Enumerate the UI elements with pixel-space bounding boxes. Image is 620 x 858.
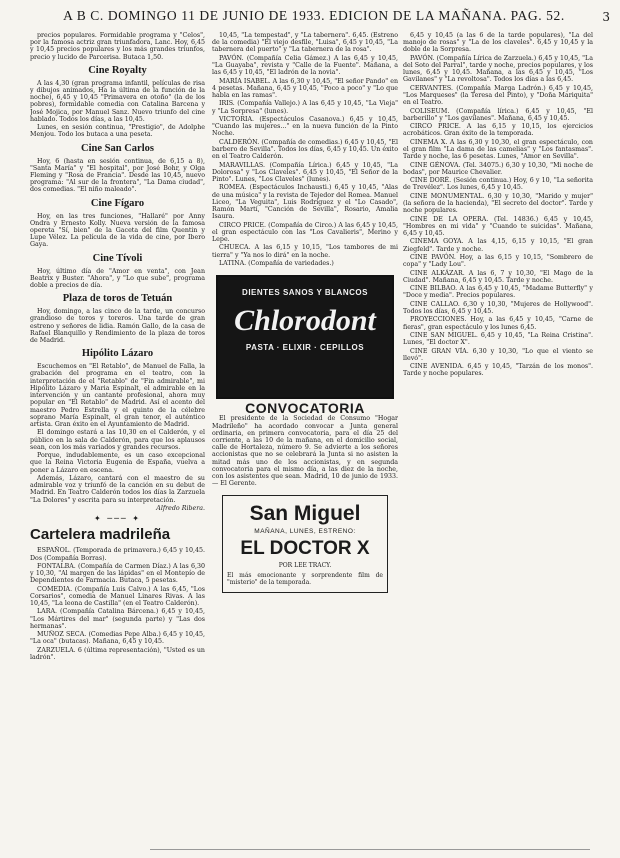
ad-film-note: El más emocionante y sorprendente film de "misterio" de la temporada. (227, 571, 383, 587)
page-mark: 3 (602, 10, 610, 24)
section-body-royalty-2: Lunes, en sesión continua, "Prestigio", de Adolphe Menjou. Todo los butaca a una peseta. (30, 124, 205, 139)
section-title-san-carlos: Cine San Carlos (81, 142, 154, 154)
listing-entry: ROMEA. (Espectáculos Inchausti.) 6,45 y 10,45, "Alas de una música" y la revista de Tejedor del Romea. Manuel Liceo, "La Veguita", Luis Rodríguez y el "Lo Casado", Ramón Martí, "Canción de Sevilla", Rosario, Amalia Isaura. (212, 184, 398, 221)
signature-lazaro: Alfredo Ribera. (156, 504, 205, 512)
masthead: A B C. DOMINGO 11 DE JUNIO DE 1933. EDICION DE LA MAÑANA. PAG. 52. (63, 8, 565, 23)
listing-entry: CIRCO PRICE. (Compañía de Circo.) A las 6,45 y 10,45, el gran espectáculo con las "Los Cavalieris", Merino y Lepe. (212, 221, 398, 243)
listing-entry: CINE AVENIDA. 6,45 y 10,45, "Tarzán de los monos". Tarde y noche populares. (403, 363, 593, 378)
column-1 (30, 32, 205, 832)
section-body-lazaro-1: Escuchemos en "El Retablo", de Manuel de Falla, la grabación del programa en el teatro, con la interpretación de el "Retablo" de "Fin admirable", mi Hipólito Lázaro y Maria Espinalt, el admirable en la intervención y un cantante profesional, ahora muy popular en "El Retablo" de Madrid. Así el acento del maestro Pedro Estrella y el quinto de la célebre soprano María Espinalt, el gran tenor, el auténtico artista. Gran éxito en el Ayuntamiento de Madrid. (30, 363, 205, 428)
section-body-san-carlos: Hoy, 6 (hasta en sesión continua, de 6,15 a 8), "Santa María" y "El hospital", por José Bohr, y Olga Fleming y "Rosa de Francia". Desde las 10,45, nuevo programa: "Al sur de la frontera", "La Dama ciudad", dos comedias. "El niño maleado". (30, 157, 205, 194)
listing-entry: CINE PAVÓN. Hoy, a las 6,15 y 10,15, "Sombrero de copa" y "Lady Lou". (403, 253, 593, 269)
section-title-figaro: Cine Fígaro (90, 197, 145, 209)
ad-brand-logo: Chlorodont (234, 304, 376, 338)
ornament-divider: ✦ ─── ✦ (94, 514, 141, 524)
section-title-tivoli: Cine Tívoli (92, 252, 143, 264)
listing-entry: COMEDIA. (Compañía Luis Calvo.) A las 6,45, "Los Corsarios", comedia de Manuel Linares Rivas. A las 10,45, "La leona de Castilla" (en el Teatro Calderón). (30, 585, 205, 608)
section-title-lazaro: Hipólito Lázaro (81, 348, 154, 360)
section-body-lazaro-4: Además, Lázaro, cantará con el maestro de su admirable voz y triunfó de la canción en su debut de Madrid. En Teatro Calderón todos los días la Zarzuela "La Dolores" y escrita para su interpretación. (30, 474, 205, 504)
listing-entry: CINEMA X. A las 6,30 y 10,30, el gran espectáculo, con el gran film "La dama de las camelias" y "Los fantasmas". Tarde y noche, las 6 pesetas. Lunes, "Amor en Sevilla". (403, 138, 593, 161)
listing-entry: IRIS. (Compañía Vallejo.) A las 6,45 y 10,45, "La Vieja" y "La Sorpresa" (lunes). (212, 100, 398, 115)
section-body-lazaro-3: Porque, indudablemente, es un caso excepcional que la Reina Victoria Eugenia de España, vuelva a poner a Lázaro en escena. (30, 452, 205, 474)
ad-tagline: DIENTES SANOS Y BLANCOS (242, 288, 368, 298)
convocatoria-title: CONVOCATORIA (245, 400, 365, 417)
listing-entry: CINE CALLAO. 6,30 y 10,30, "Mujeres de Hollywood". Todos los días, 6,45 y 10,45. (403, 300, 593, 315)
section-title-cartelera: Cartelera madrileña (30, 526, 171, 544)
intro-paragraph: precios populares. Formidable programa y "Celos", por la famosa actriz gran triunfadora, Lanc. Hoy, 6,45 y 10,45 precios populares y los más grandes triunfos, precio y lucido de Parcerisa. Butaca 1,50. (30, 32, 205, 61)
listing-entry: CINE MONUMENTAL. 6,30 y 10,30, "Marido y mujer" (la señora de la hacienda), "El secreto del doctor". Tarde y noche populares. (403, 192, 593, 215)
listing-entry: PAVÓN. (Compañía Celia Gámez.) A las 6,45 y 10,45, "La Guayaba", revista y "Calle de la Fuente". Mañana, a las 6,45 y 10,45, "El ladrón de la novia". (212, 54, 398, 77)
listing-entry: CALDERÓN. (Compañía de comedias.) 6,45 y 10,45, "El barbero de Sevilla". Todos los días, 6,45 y 10,45. Un éxito en el Teatro Calderón. (212, 138, 398, 161)
listing-entry: PAVÓN. (Compañía Lírica de Zarzuela.) 6,45 y 10,45, "La del Soto del Parral", tarde y noche, precios populares, y los lunes, 6,45 y 10,45. Mañana, a las 6,45 y 10,45, "Los Gavilanes" y "La revoltosa". Todos los días a las 6,45. (403, 54, 593, 84)
ad-products: PASTA · ELIXIR · CEPILLOS (245, 343, 365, 353)
section-body-figaro: Hoy, en las tres funciones, "Hallaré" por Anny Ondra y Ernesto Kolly. Nueva versión de la famosa opereta "Sí, bien" de la Gaceta del film Quentin y Lupe Vélez. La película de la vida de cine, por Ibero Gaya. (30, 212, 205, 249)
ad-film-title: EL DOCTOR X (240, 537, 370, 559)
listing-entry: CINE DORÉ. (Sesión continua.) Hoy, 6 y 10, "La señorita de Trevélez". Los lunes, 6,45 y 10,45. (403, 177, 593, 192)
section-body-tetuan: Hoy, domingo, a las cinco de la tarde, un concurso grandioso de toros y toreros. Una tarde de gran estreno y señores de lidia. Ramón Gallo, de la casa de Rafael Blanquillo y Rendimiento de la plaza de toros de Madrid. (30, 308, 205, 345)
ad-theatre-name: San Miguel (249, 502, 361, 526)
listing-entry: CINE GRAN VÍA. 6,30 y 10,30, "Lo que el viento se llevó". (403, 347, 593, 362)
section-body-royalty: A las 4,30 (gran programa infantil, películas de risa y dibujos animados, Ha la última de la función de la noche), 6,45 y 10,45 "Primavera en otoño" (la de los pobres), formidable comedia con Catalina Barcena y José Mojica, por Manuel Sanz. Nuevo triunfo del cine hablado. Todos los días, a las 10,45. (30, 79, 205, 123)
listing-entry: PROYECCIONES. Hoy, a las 6,45 y 10,45, "Carne de fieras", gran espectáculo y los lunes 6,45. (403, 316, 593, 331)
section-body-lazaro-2: El domingo estará a las 10,30 en el Calderón, y el público en la sala de Calderón, para que los aplausos sean, con los más variados y grandes recursos. (30, 429, 205, 451)
listing-entry: CINE GÉNOVA. (Tel. 34075.) 6,30 y 10,30, "Mi noche de bodas", por Maurice Chevalier. (403, 161, 593, 176)
listing-entry: COLISEUM. (Compañía lírica.) 6,45 y 10,45, "El barberillo" y "Los gavilanes". Mañana, 6,45 y 10,45. (403, 107, 593, 122)
listing-entry: MARÍA ISABEL. A las 6,30 y 10,45, "El señor Pando" en 4 pesetas. Mañana, 6,45 y 10,45, "Poco a poco" y "Lo que habla en las ramas". (212, 77, 398, 99)
listing-entry: VICTORIA. (Espectáculos Casanova.) 6,45 y 10,45, "Cuando las mujeres..." en la nueva función de la Pinto Noche. (212, 115, 398, 138)
listing-entry: CHUECA. A las 6,15 y 10,15, "Los tambores de mi tierra" y "Ya nos lo dirá" en la noche. (212, 244, 398, 259)
footer-rule (150, 849, 590, 850)
listing-entry: 10,45, "La tempestad", y "La tabernera". 6,45. (Estreno de la comedia) "El viejo desfile, "Luisa", 6,45 y 10,45, "La tabernera del puerto" y "La tabernera de la rosa". (212, 32, 398, 54)
column-2 (212, 32, 398, 832)
listing-entry: 6,45 y 10,45 (a las 6 de la tarde populares), "La del manojo de rosas" y "La de los claveles". 6,45 y 10,45 y la doble de la Sorpresa. (403, 32, 593, 54)
listing-entry: FONTALBA. (Compañía de Carmen Díaz.) A las 6,30 y 10,30, "Al margen de las lápidas" en el Montepío de Dependientes de Farmacia. Butaca, 5 pesetas. (30, 562, 205, 585)
convocatoria-body: El presidente de la Sociedad de Consumo "Hogar Madrileño" ha acordado convocar a Junta general ordinaria, en primera convocatoria, para el día 25 del corriente, a las 10 de la mañana, en el domicilio social, calle de Hortaleza, número 9. Se advierte a los señores accionistas que no se celebrará la Junta si no asisten la mitad más uno de los accionistas, y en segunda convocatoria para el mismo día, a las diez de la noche, con los asistentes que sean. Madrid, 10 de junio de 1933. — El Gerente. (212, 415, 398, 488)
listing-entry: ESPAÑOL. (Temporada de primavera.) 6,45 y 10,45. Dos (Compañía Borras). (30, 547, 205, 562)
listing-entry: CINE SAN MIGUEL. 6,45 y 10,45, "La Reina Cristina". Lunes, "El doctor X". (403, 331, 593, 347)
listing-entry: CINE DE LA OPERA. (Tel. 14836.) 6,45 y 10,45, "Hombres en mi vida" y "Cuando te suicidas". Mañana, 6,45 y 10,45. (403, 215, 593, 237)
listing-entry: LATINA. (Compañía de variedades.) (219, 259, 334, 267)
listing-entry: CINE BILBAO. A las 6,45 y 10,45, "Madame Butterfly" y "Doce y media". Precios populares. (403, 285, 593, 300)
listing-entry: ZARZUELA. 6 (última representación), "Usted es un ladrón". (30, 646, 205, 662)
listing-entry: CINEMA GOYA. A las 4,15, 6,15 y 10,15, "El gran Ziegfeld". Tarde y noche. (403, 238, 593, 253)
listing-entry: CINE ALKÁZAR. A las 6, 7 y 10,30, "El Mago de la Ciudad". Mañana, 6,45 y 10,45. Tarde y noche. (403, 269, 593, 284)
listing-entry: CIRCO PRICE. A las 6,15 y 10,15, los ejercicios acrobáticos. Gran éxito de la temporada. (403, 123, 593, 138)
listing-entry: LARA. (Compañía Catalina Bárcena.) 6,45 y 10,45, "Los Mártires del mar" (segunda parte) y "Las dos hermanas". (30, 608, 205, 630)
chlorodont-advertisement (216, 275, 394, 399)
listing-entry: MARAVILLAS. (Compañía Lírica.) 6,45 y 10,45, "La Dolorosa" y "Los Claveles". 6,45 y 10,45, "El Señor de la Pinto". Lunes, "Los Claveles" (lunes). (212, 161, 398, 183)
ad-film-star: POR LEE TRACY. (278, 561, 332, 569)
ad-dates: MAÑANA, LUNES, ESTRENO: (254, 528, 356, 536)
section-title-tetuan: Plaza de toros de Tetuán (62, 293, 173, 305)
section-body-tivoli: Hoy, último día de "Amor en venta", con Jean Beatrix y Buster. "Ahora", y "Lo que sube", programa doble a precios de día. (30, 267, 205, 290)
san-miguel-advertisement (222, 495, 388, 593)
listing-entry: MUÑOZ SECA. (Comedias Pepe Alba.) 6,45 y 10,45, "La oca" (butacas). Mañana, 6,45 y 10,45. (30, 631, 205, 646)
listing-entry: CERVANTES. (Compañía Marga Ladrón.) 6,45 y 10,45, "Los Marqueses" (la Teresa del Pinto), y "Doña Mariquita" en el Teatro. (403, 84, 593, 107)
column-3 (403, 32, 593, 832)
section-title-royalty: Cine Royalty (88, 64, 147, 76)
